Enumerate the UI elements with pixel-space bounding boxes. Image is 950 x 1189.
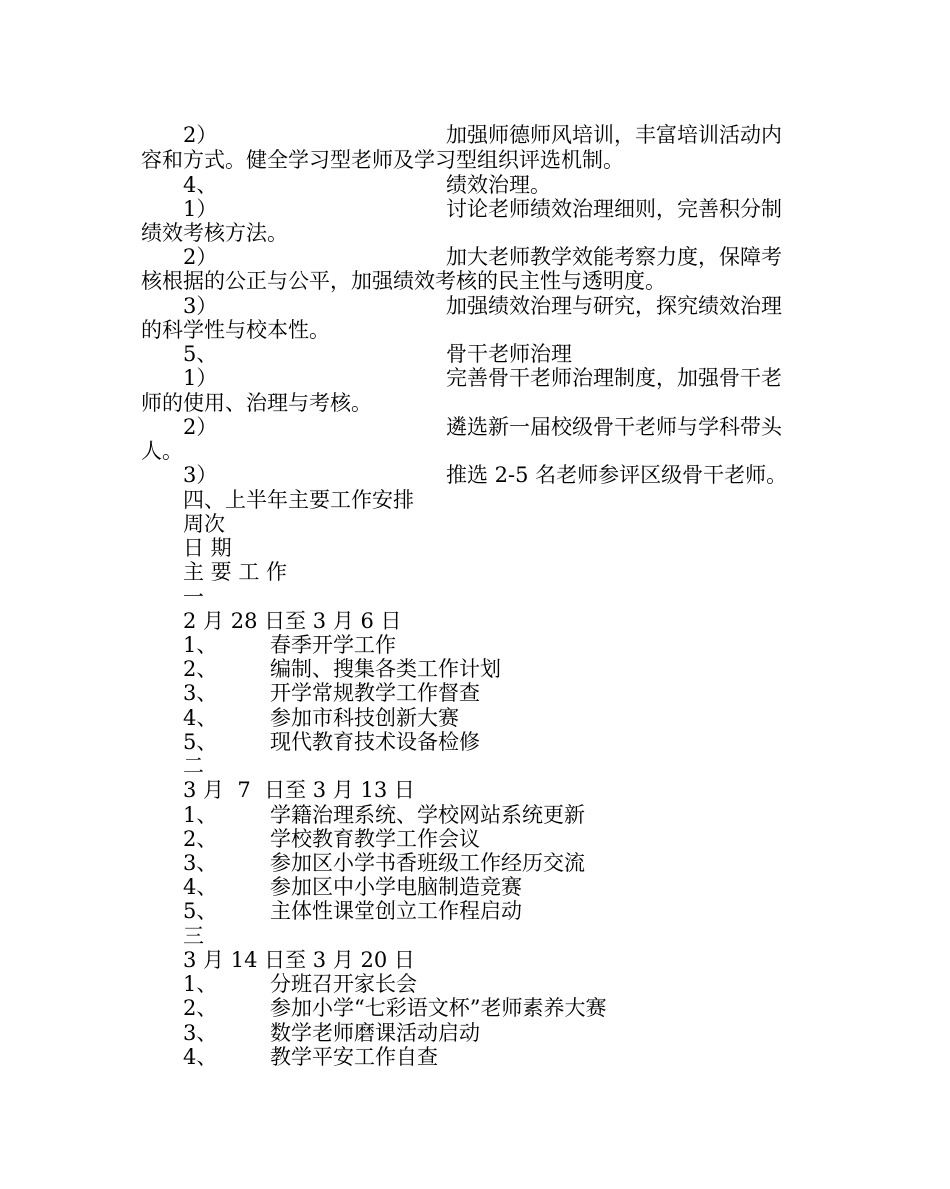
task-number: 2、 [183,827,218,851]
task-text: 分班召开家长会 [270,972,417,996]
week-date-range: 3 月 7 日至 3 月 13 日 [183,778,415,802]
item-number: 5、 [183,342,218,366]
paragraph-line: 加强绩效治理与研究，探究绩效治理 [446,294,782,318]
task-number: 4、 [183,1045,218,1069]
paragraph-line: 人。 [141,439,183,463]
item-number: 2） [183,245,218,269]
task-text: 编制、搜集各类工作计划 [270,657,501,681]
paragraph-line: 遴选新一届校级骨干老师与学科带头 [446,415,782,439]
paragraph-line: 的科学性与校本性。 [141,318,330,342]
task-number: 4、 [183,875,218,899]
week-number: 一 [183,585,204,609]
paragraph-line: 加大老师教学效能考察力度，保障考 [446,245,782,269]
task-number: 3、 [183,681,218,705]
item-number: 1） [183,197,218,221]
task-number: 5、 [183,730,218,754]
task-number: 5、 [183,899,218,923]
task-number: 4、 [183,706,218,730]
table-header-work: 主 要 工 作 [183,560,288,584]
task-text: 教学平安工作自查 [270,1045,438,1069]
task-text: 数学老师磨课活动启动 [270,1021,480,1045]
section-heading: 四、上半年主要工作安排 [183,488,414,512]
task-text: 参加小学“七彩语文杯”老师素养大赛 [270,996,607,1020]
table-header-week: 周次 [183,512,225,536]
task-text: 学校教育教学工作会议 [270,827,480,851]
item-number: 3） [183,463,218,487]
task-text: 参加市科技创新大赛 [270,706,459,730]
task-text: 春季开学工作 [270,633,396,657]
item-number: 4、 [183,173,218,197]
paragraph-line: 师的使用、治理与考核。 [141,391,372,415]
item-number: 2） [183,123,218,147]
paragraph-line: 核根据的公正与公平，加强绩效考核的民主性与透明度。 [141,269,666,293]
task-number: 3、 [183,851,218,875]
task-number: 1、 [183,972,218,996]
task-number: 1、 [183,803,218,827]
task-number: 2、 [183,657,218,681]
paragraph-line: 完善骨干老师治理制度，加强骨干老 [446,366,782,390]
week-number: 二 [183,754,204,778]
task-text: 主体性课堂创立工作程启动 [270,899,522,923]
task-number: 1、 [183,633,218,657]
item-number: 2） [183,415,218,439]
task-text: 现代教育技术设备检修 [270,730,480,754]
task-text: 参加区小学书香班级工作经历交流 [270,851,585,875]
section-heading: 绩效治理。 [446,173,551,197]
paragraph-line: 容和方式。健全学习型老师及学习型组织评选机制。 [141,148,624,172]
paragraph-line: 绩效考核方法。 [141,221,288,245]
week-number: 三 [183,924,204,948]
task-number: 2、 [183,996,218,1020]
task-text: 学籍治理系统、学校网站系统更新 [270,803,585,827]
task-number: 3、 [183,1021,218,1045]
task-text: 开学常规教学工作督查 [270,681,480,705]
week-date-range: 2 月 28 日至 3 月 6 日 [183,609,402,633]
paragraph-line: 讨论老师绩效治理细则，完善积分制 [446,197,782,221]
table-header-date: 日 期 [183,536,232,560]
item-number: 1） [183,366,218,390]
week-date-range: 3 月 14 日至 3 月 20 日 [183,948,415,972]
task-text: 参加区中小学电脑制造竞赛 [270,875,522,899]
item-number: 3） [183,294,218,318]
paragraph-line: 推选 2-5 名老师参评区级骨干老师。 [446,463,788,487]
section-heading: 骨干老师治理 [446,342,572,366]
paragraph-line: 加强师德师风培训，丰富培训活动内 [446,123,782,147]
